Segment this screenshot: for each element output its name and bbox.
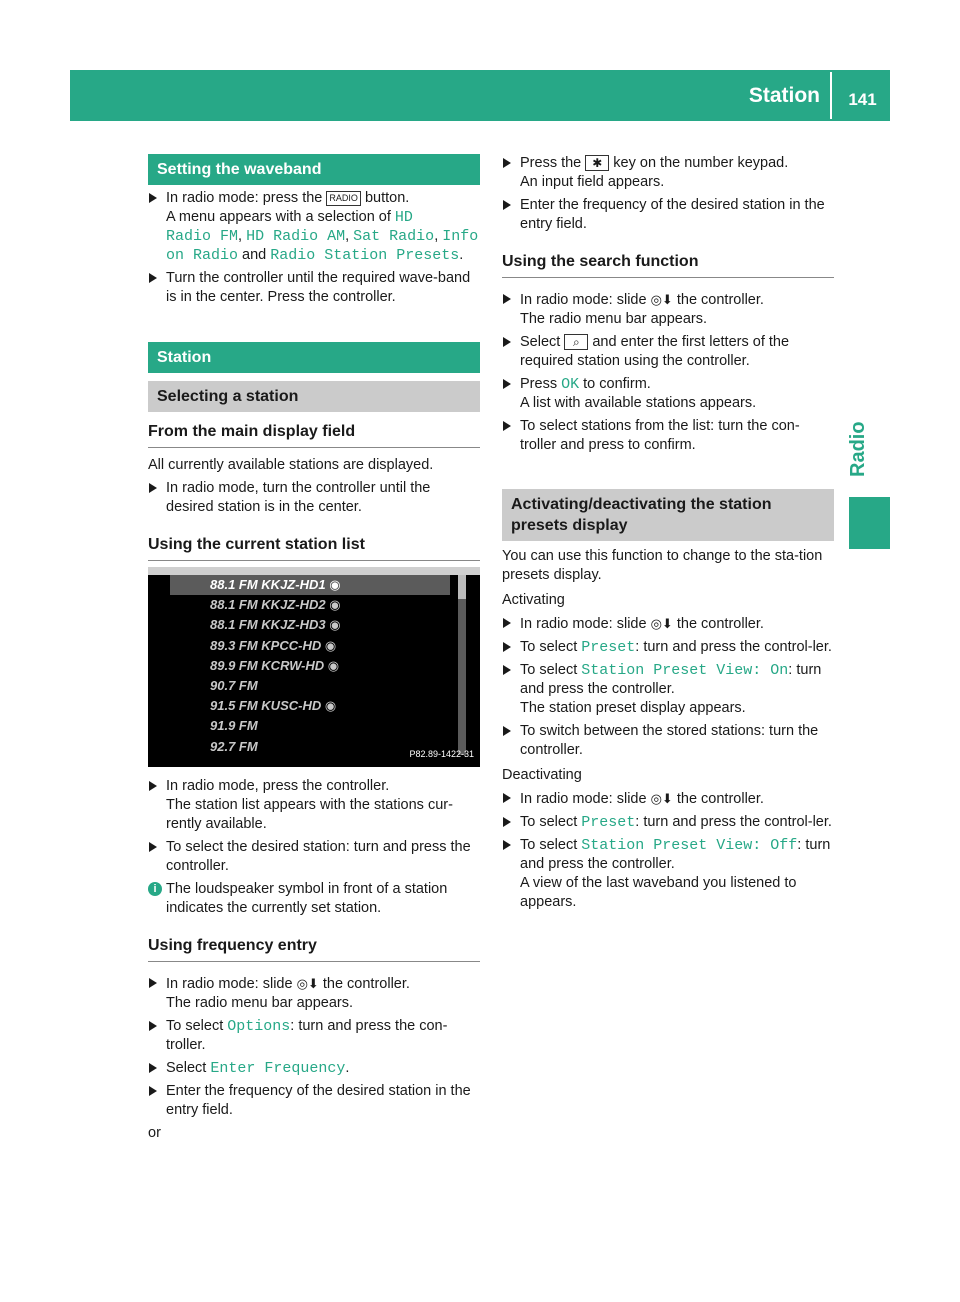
step-arrow-icon <box>149 483 157 493</box>
frequency-step-2: To select Options: turn and press the con-troller. <box>148 1017 480 1055</box>
menu-item-options: Options <box>227 1018 291 1035</box>
step-arrow-icon <box>503 337 511 347</box>
menu-item-hd-radio-am: HD Radio AM <box>246 228 346 245</box>
left-column <box>148 154 480 1143</box>
step-arrow-icon <box>149 193 157 203</box>
deactivating-label: Deactivating <box>502 767 582 783</box>
waveband-heading: Setting the waveband <box>148 154 480 185</box>
info-icon: i <box>148 882 162 896</box>
step-arrow-icon <box>149 842 157 852</box>
activating-step-2: To select Preset: turn and press the control-ler. <box>502 638 834 657</box>
main-display-heading: From the main display field <box>148 422 480 448</box>
step-arrow-icon <box>503 294 511 304</box>
screen-station-item: 91.9 FM <box>210 718 258 734</box>
step-arrow-icon <box>503 726 511 736</box>
frequency-step-4: Enter the frequency of the desired station in the entry field. <box>148 1082 480 1120</box>
main-display-intro: All currently available stations are displayed. <box>148 457 434 473</box>
screen-station-item: 91.5 FM KUSC-HD ◉ <box>210 698 337 714</box>
page-number: 141 <box>848 90 877 109</box>
activating-label: Activating <box>502 592 565 608</box>
radio-button-icon: RADIO <box>326 191 361 206</box>
menu-item-preset: Preset <box>581 814 636 831</box>
right-column <box>502 154 834 912</box>
main-display-step-1: In radio mode, turn the controller until the desired station is in the center. <box>148 479 480 517</box>
step-arrow-icon <box>503 665 511 675</box>
menu-item-radio-station-presets: Radio Station Presets <box>270 247 460 264</box>
menu-item-sat-radio: Sat Radio <box>353 228 435 245</box>
side-tab-marker <box>849 497 890 549</box>
keypad-step-2: Enter the frequency of the desired station in the entry field. <box>502 196 834 234</box>
activating-step-4: To switch between the stored stations: turn the controller. <box>502 722 834 760</box>
frequency-step-1: In radio mode: slide ◎⬇ the controller. The radio menu bar appears. <box>148 974 480 1013</box>
page-header-bar <box>70 70 890 121</box>
screen-station-item: 92.7 FM <box>210 738 258 754</box>
station-list-step-1: In radio mode, press the controller. The station list appears with the stations cur-rently available. <box>148 777 480 834</box>
station-list-step-2: To select the desired station: turn and press the controller. <box>148 838 480 876</box>
station-heading: Station <box>148 342 480 373</box>
step-arrow-icon <box>503 379 511 389</box>
step-arrow-icon <box>503 817 511 827</box>
screen-station-item: 88.1 FM KKJZ-HD3 ◉ <box>210 617 341 633</box>
screen-station-item: 90.7 FM <box>210 677 258 693</box>
screen-scrollbar-thumb <box>458 575 466 599</box>
step-arrow-icon <box>503 840 511 850</box>
menu-item-radio-fm: Radio FM <box>166 228 239 245</box>
presets-intro: You can use this function to change to the sta-tion presets display. <box>502 548 823 583</box>
menu-item-ok: OK <box>561 376 580 393</box>
step-arrow-icon <box>149 1086 157 1096</box>
step-arrow-icon <box>149 1021 157 1031</box>
side-tab-label: Radio <box>847 421 869 477</box>
frequency-entry-heading: Using frequency entry <box>148 936 480 962</box>
selecting-station-heading: Selecting a station <box>148 381 480 412</box>
search-icon: ⌕ <box>564 334 588 350</box>
header-divider <box>830 72 832 119</box>
asterisk-key-icon: ✱ <box>585 155 609 171</box>
step-arrow-icon <box>503 421 511 431</box>
screen-scrollbar <box>458 575 466 755</box>
deactivating-step-1: In radio mode: slide ◎⬇ the controller. <box>502 789 834 809</box>
step-arrow-icon <box>503 642 511 652</box>
side-tab <box>849 407 879 477</box>
station-list-screenshot <box>148 567 480 767</box>
menu-item-on-radio: on Radio <box>166 247 239 264</box>
waveband-step-2: Turn the controller until the required wave-band is in the center. Press the controller. <box>148 269 480 307</box>
step-arrow-icon <box>503 200 511 210</box>
menu-item-station-preset-view-off: Station Preset View: Off <box>581 837 798 854</box>
controller-slide-icon: ◎⬇ <box>650 791 673 806</box>
image-reference-code: P82.89-1422-31 <box>409 749 474 759</box>
screen-station-item: 88.1 FM KKJZ-HD2 ◉ <box>210 597 341 613</box>
menu-item-enter-frequency: Enter Frequency <box>210 1060 346 1077</box>
screen-station-item: 88.1 FM KKJZ-HD1 ◉ <box>170 575 450 595</box>
screen-station-item: 89.9 FM KCRW-HD ◉ <box>210 657 340 673</box>
screen-station-list <box>170 575 450 757</box>
menu-item-preset: Preset <box>581 639 636 656</box>
search-step-4: To select stations from the list: turn the con-troller and press to confirm. <box>502 417 834 455</box>
controller-slide-icon: ◎⬇ <box>296 976 319 991</box>
step-arrow-icon <box>149 273 157 283</box>
keypad-step-1: Press the ✱ key on the number keypad. An input field appears. <box>502 154 834 192</box>
screen-station-item: 89.3 FM KPCC-HD ◉ <box>210 637 337 653</box>
step-arrow-icon <box>503 618 511 628</box>
menu-item-info: Info <box>442 228 479 245</box>
controller-slide-icon: ◎⬇ <box>650 292 673 307</box>
station-list-note: i The loudspeaker symbol in front of a station indicates the currently set station. <box>148 880 480 918</box>
search-function-heading: Using the search function <box>502 252 834 278</box>
presets-display-heading: Activating/deactivating the station presets display <box>502 489 834 541</box>
search-step-2: Select ⌕ and enter the first letters of the required station using the controller. <box>502 333 834 371</box>
deactivating-step-3: To select Station Preset View: Off: turn and press the controller. A view of the last waveband you listened to appears. <box>502 836 834 912</box>
controller-slide-icon: ◎⬇ <box>650 616 673 631</box>
step-arrow-icon <box>149 978 157 988</box>
deactivating-step-2: To select Preset: turn and press the control-ler. <box>502 813 834 832</box>
activating-step-3: To select Station Preset View: On: turn and press the controller. The station preset display appears. <box>502 661 834 718</box>
frequency-step-3: Select Enter Frequency. <box>148 1059 480 1078</box>
step-arrow-icon <box>503 158 511 168</box>
or-text: or <box>148 1125 161 1141</box>
waveband-step-1: In radio mode: press the RADIO button. A menu appears with a selection of HD Radio FM, HD Radio AM, Sat Radio, Info on Radio and Radio Station Presets. <box>148 189 480 265</box>
menu-item-hd: HD <box>394 209 413 226</box>
section-title: Station <box>748 84 820 107</box>
search-step-3: Press OK to confirm. A list with available stations appears. <box>502 375 834 413</box>
step-arrow-icon <box>503 793 511 803</box>
station-list-heading: Using the current station list <box>148 535 480 561</box>
menu-item-station-preset-view-on: Station Preset View: On <box>581 662 789 679</box>
step-arrow-icon <box>149 1063 157 1073</box>
step-arrow-icon <box>149 781 157 791</box>
search-step-1: In radio mode: slide ◎⬇ the controller. The radio menu bar appears. <box>502 290 834 329</box>
activating-step-1: In radio mode: slide ◎⬇ the controller. <box>502 614 834 634</box>
